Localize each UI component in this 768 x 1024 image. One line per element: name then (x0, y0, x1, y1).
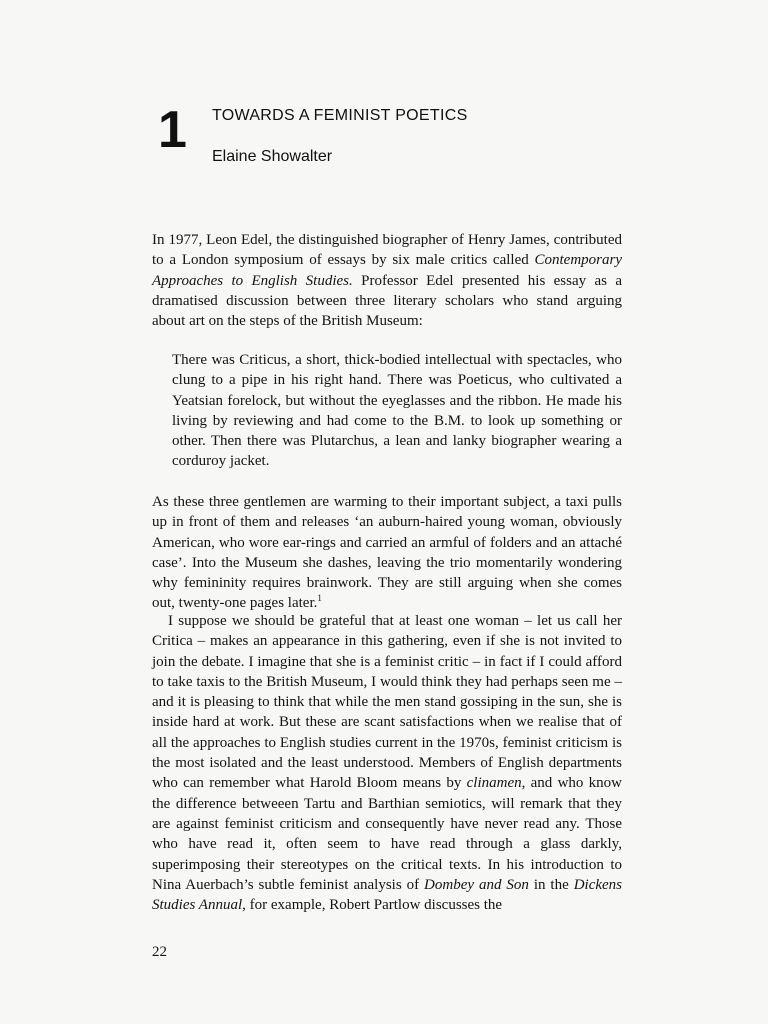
book-title-italic: Contemporary Approaches to English Studies. (152, 252, 622, 289)
paragraph-1-text-a: In 1977, Leon Edel, the distinguished biographer of Henry James, contributed to a London symposium of essays by six male critics called (152, 232, 622, 269)
journal-title-italic: Dickens Studies Annual (152, 876, 623, 914)
term-italic: clinamen (466, 775, 522, 792)
paragraph-3-text-a: I suppose we should be grateful that at least one woman – let us call her Critica – makes an appearance in this gathering, even if she is not invited to join the debate. I imagine that she is a feminist critic – in fact if I could afford to take taxis to the British Museum, I would think they had perhaps seen me – and it is pleasing to think that while the men stand gossiping in the sun, she is inside hard at work. But these are scant satisfactions when we realise that of all the approaches to English studies current in the 1970s, feminist criticism is the most isolated and the least understood. Members of English departments who can remember what Harold Bloom means by (152, 613, 622, 792)
block-quote (172, 350, 622, 472)
paragraph-3-text-c: in the (528, 876, 574, 893)
paragraph-1 (152, 230, 622, 331)
paragraph-3-text-b: , and who know the difference betweeen Tartu and Barthian semiotics, will remark that they are against feminist criticism and consequently have never read any. Those who have read it, often seem to have read through a glass darkly, superimposing their stereotypes on the critical texts. In his introduction to Nina Auerbach’s subtle feminist analysis of (152, 775, 623, 893)
block-quote-text: There was Criticus, a short, thick-bodied intellectual with spectacles, who clung to a pipe in his right hand. There was Poeticus, who cultivated a Yeatsian forelock, but without the eyeglasses and the ribbon. He made his living by reviewing and had come to the B.M. to look up something or other. Then there was Plutarchus, a lean and lanky biographer wearing a corduroy jacket. (172, 352, 622, 470)
chapter-number: 1 (158, 101, 187, 159)
paragraph-2-text: As these three gentlemen are warming to their important subject, a taxi pulls up in front of them and releases ‘an auburn-haired young woman, obviously American, who wore ear-rings and carried an armful of folders and an attaché case’. Into the Museum she dashes, leaving the trio momentarily wondering why femininity requires brainwork. They are still arguing when she comes out, twenty-one pages later. (152, 494, 622, 612)
paragraph-3 (152, 611, 622, 915)
author-name: Elaine Showalter (212, 148, 333, 165)
page-number: 22 (152, 944, 167, 960)
paragraph-1-text-b: Professor Edel presented his essay as a dramatised discussion between three literary scholars who stand arguing about art on the steps of the British Museum: (152, 272, 622, 330)
paragraph-3-text-d: , for example, Robert Partlow discusses the (242, 897, 503, 914)
chapter-title: TOWARDS A FEMINIST POETICS (212, 107, 468, 124)
footnote-reference: 1 (317, 593, 322, 604)
work-title-italic: Dombey and Son (424, 876, 529, 893)
paragraph-2 (152, 492, 622, 614)
